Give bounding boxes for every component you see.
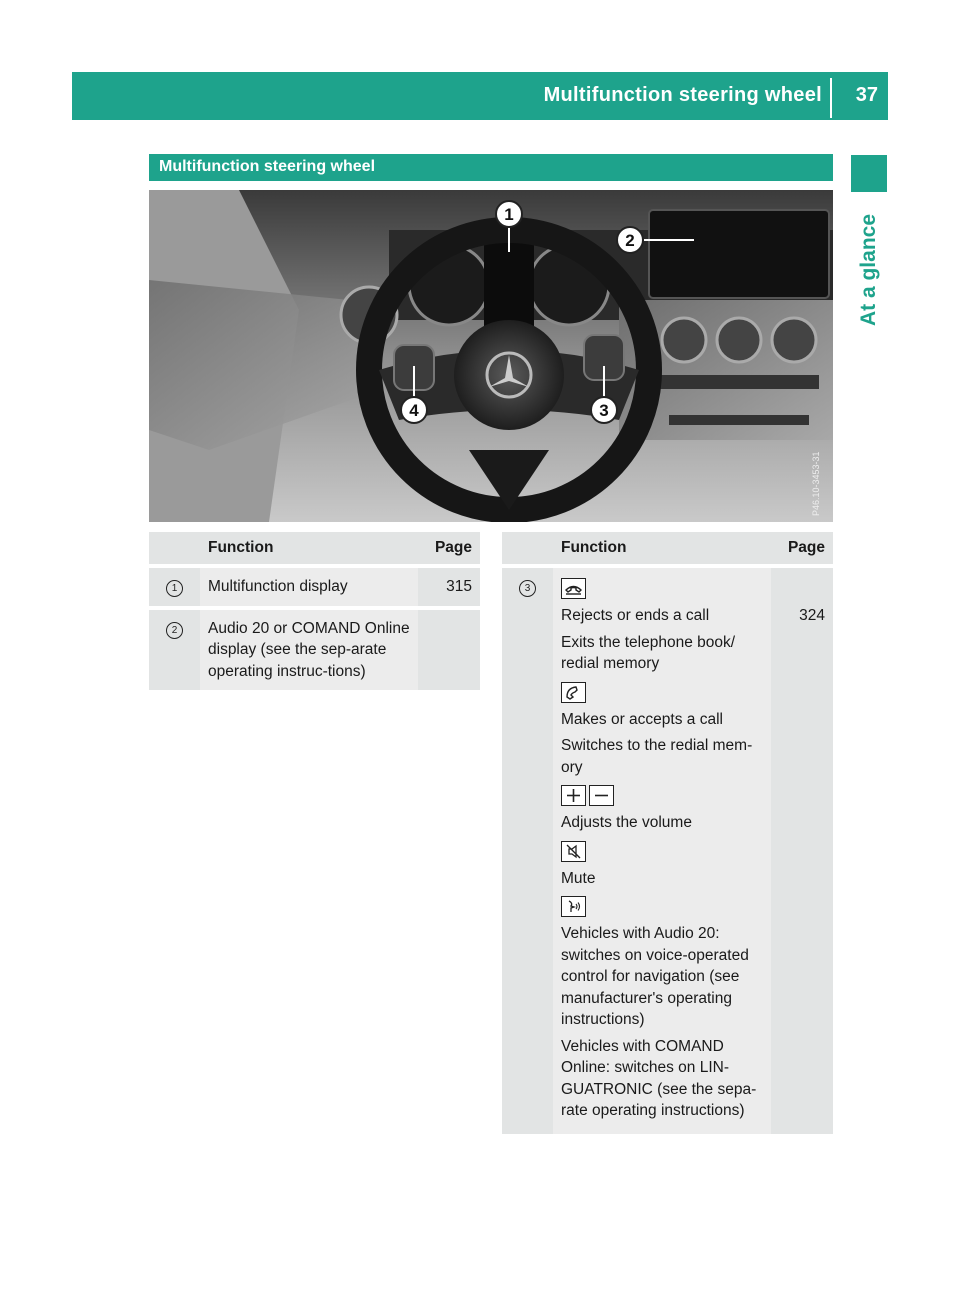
svg-text:2: 2 xyxy=(625,231,635,250)
callout-4 xyxy=(401,397,427,423)
section-title: Multifunction steering wheel xyxy=(159,158,376,175)
callout-3 xyxy=(591,397,617,423)
callout-number: 2 xyxy=(166,622,183,639)
image-code: P46.10-3453-31 xyxy=(811,451,821,516)
side-tab-marker xyxy=(851,155,887,192)
table-row xyxy=(149,608,480,691)
left-col-function-header: Function xyxy=(200,532,418,566)
redial-text: Switches to the redial mem-ory xyxy=(561,737,753,776)
end-call-icon xyxy=(561,578,586,599)
header-title: Multifunction steering wheel xyxy=(543,84,822,106)
right-col-num-header xyxy=(502,532,553,566)
page-number: 37 xyxy=(855,84,878,106)
voice-control-audio20-text: Vehicles with Audio 20: switches on voice-operated control for navigation (see manufacturer's operating instructions) xyxy=(561,925,749,1028)
page-header xyxy=(72,72,888,120)
left-col-page-header: Page xyxy=(418,532,480,566)
header-divider xyxy=(830,78,832,118)
voice-control-icon xyxy=(561,896,586,917)
function-text: Multifunction display xyxy=(200,566,418,608)
volume-text: Adjusts the volume xyxy=(561,814,692,831)
callout-number: 3 xyxy=(519,580,536,597)
table-row xyxy=(149,566,480,608)
callout-1 xyxy=(496,201,522,227)
right-col-page-header: Page xyxy=(771,532,833,566)
page-ref: 315 xyxy=(418,566,480,608)
accept-call-icon xyxy=(561,682,586,703)
svg-text:3: 3 xyxy=(599,401,609,420)
exit-phonebook-text: Exits the telephone book/ redial memory xyxy=(561,633,736,672)
accept-call-text: Makes or accepts a call xyxy=(561,710,723,728)
plus-icon xyxy=(561,785,586,806)
mute-icon xyxy=(561,841,586,862)
callout-number: 1 xyxy=(166,580,183,597)
minus-icon xyxy=(589,785,614,806)
page-ref: 324 xyxy=(771,566,833,1134)
svg-text:4: 4 xyxy=(409,401,419,420)
reject-call-text: Rejects or ends a call xyxy=(561,607,710,624)
function-text: Audio 20 or COMAND Online display (see the sep-arate operating instruc-tions) xyxy=(200,608,418,691)
table-row xyxy=(502,566,833,1134)
right-col-function-header: Function xyxy=(553,532,771,566)
voice-control-comand-text: Vehicles with COMAND Online: switches on LIN-GUATRONIC (see the sepa-rate operating instructions) xyxy=(561,1037,757,1119)
right-function-table xyxy=(502,532,833,1134)
side-tab-label: At a glance xyxy=(857,213,881,327)
page-ref xyxy=(418,608,480,691)
left-col-num-header xyxy=(149,532,200,566)
steering-wheel-photo xyxy=(149,190,833,522)
callout-2 xyxy=(617,227,643,253)
svg-text:1: 1 xyxy=(504,205,514,224)
section-header xyxy=(149,154,833,181)
left-function-table xyxy=(149,532,480,690)
mute-text: Mute xyxy=(561,869,596,887)
